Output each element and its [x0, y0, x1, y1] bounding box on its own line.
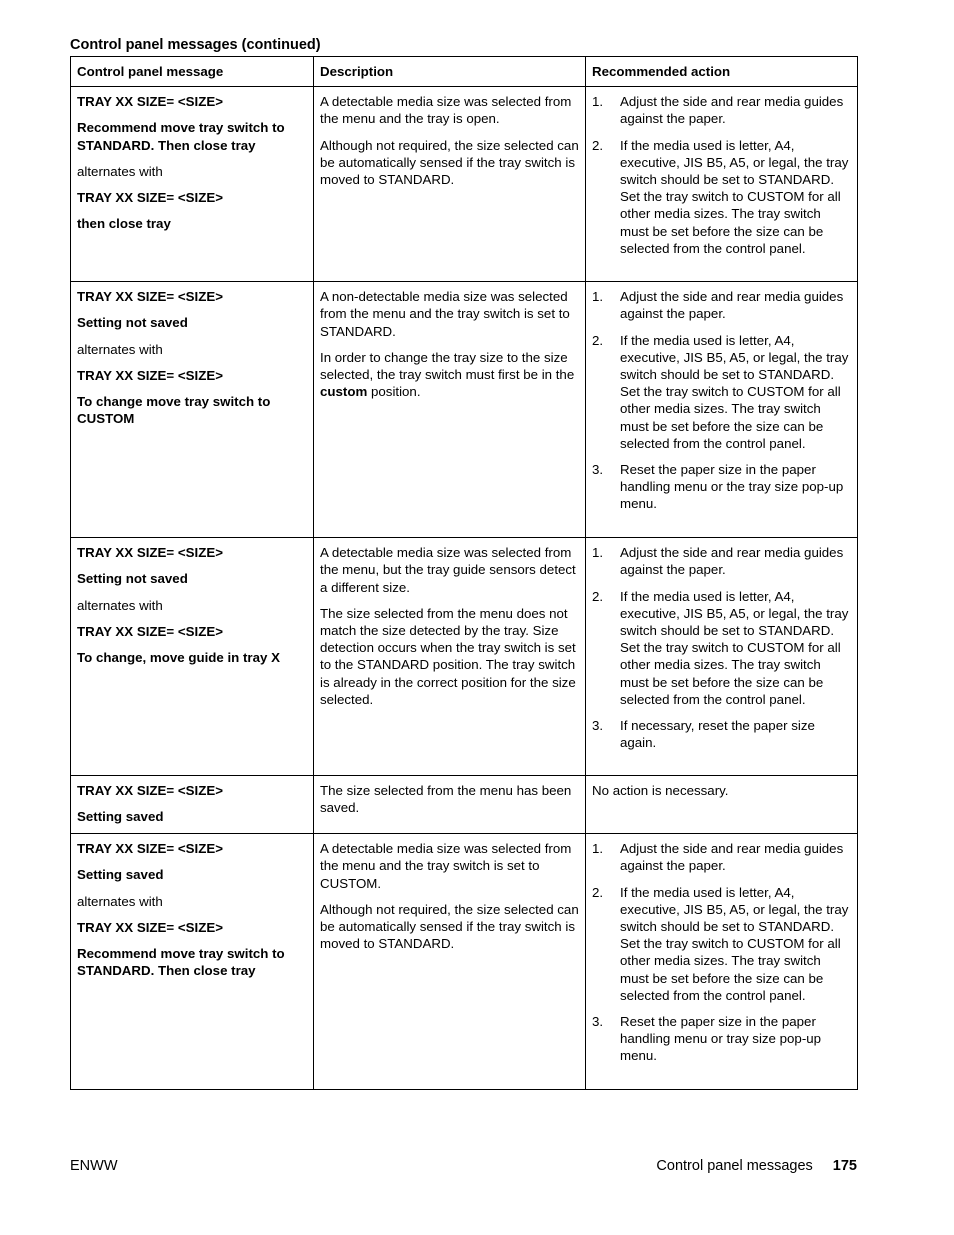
message-line: TRAY XX SIZE= <SIZE>	[77, 367, 223, 383]
action-number: 3.	[592, 1014, 604, 1030]
action-text: Reset the paper size in the paper handling menu or the tray size pop-up menu.	[620, 462, 844, 512]
message-line: alternates with	[77, 893, 163, 909]
table-row	[71, 776, 858, 834]
description-paragraph: A detectable media size was selected from the menu, but the tray guide sensors detect a different size.	[320, 545, 576, 595]
message-cell	[71, 538, 314, 776]
description-paragraph: The size selected from the menu does not match the size detected by the tray. Size detection occurs when the tray switch is set to the STANDARD position. The tray switch is already in the correct position for the size selected.	[320, 605, 576, 707]
message-line: TRAY XX SIZE= <SIZE>	[77, 841, 223, 857]
action-list	[592, 544, 851, 751]
header-control-panel-message: Control panel message	[71, 57, 314, 87]
message-line: alternates with	[77, 341, 163, 357]
action-list	[592, 288, 851, 512]
table-row	[71, 87, 858, 282]
description-cell	[314, 538, 586, 776]
action-text: If the media used is letter, A4, executive, JIS B5, A5, or legal, the tray switch should be set to STANDARD. Set the tray switch to CUSTOM for all other media sizes. The tray switch must be set before the size can be selected from the control panel.	[620, 884, 849, 1003]
message-line: To change, move guide in tray X	[77, 650, 280, 666]
action-item	[592, 840, 851, 874]
header-recommended-action: Recommended action	[586, 57, 858, 87]
message-line: Setting not saved	[77, 315, 188, 331]
message-line: TRAY XX SIZE= <SIZE>	[77, 545, 223, 561]
description-text: position.	[371, 384, 421, 400]
message-cell	[71, 87, 314, 282]
message-line: TRAY XX SIZE= <SIZE>	[77, 289, 223, 305]
message-line: To change move tray switch to CUSTOM	[77, 394, 271, 427]
action-number: 3.	[592, 462, 604, 478]
message-line: TRAY XX SIZE= <SIZE>	[77, 783, 223, 799]
description-cell	[314, 282, 586, 538]
action-number: 2.	[592, 137, 604, 153]
message-cell	[71, 282, 314, 538]
page-number: 175	[832, 1158, 857, 1174]
message-line: Recommend move tray switch to STANDARD. Then close tray	[77, 946, 285, 979]
action-text: Adjust the side and rear media guides against the paper.	[620, 545, 844, 578]
message-cell	[71, 776, 314, 834]
footer-enww: ENWW	[70, 1158, 118, 1174]
action-list	[592, 93, 851, 257]
action-cell	[586, 282, 858, 538]
action-text: If the media used is letter, A4, executive, JIS B5, A5, or legal, the tray switch should be set to STANDARD. Set the tray switch to CUSTOM for all other media sizes. The tray switch must be set before the size can be selected from the control panel.	[620, 332, 849, 451]
message-line: alternates with	[77, 163, 163, 179]
description-cell	[314, 87, 586, 282]
action-text: No action is necessary.	[592, 783, 729, 799]
message-line: TRAY XX SIZE= <SIZE>	[77, 623, 223, 639]
action-item	[592, 461, 851, 513]
table-header-row	[71, 57, 858, 87]
description-paragraph: A non-detectable media size was selected from the menu and the tray switch is set to STANDARD.	[320, 289, 570, 339]
action-cell	[586, 87, 858, 282]
footer-section-title: Control panel messages	[656, 1158, 813, 1174]
message-line: TRAY XX SIZE= <SIZE>	[77, 190, 223, 206]
message-line: TRAY XX SIZE= <SIZE>	[77, 919, 223, 935]
action-cell	[586, 834, 858, 1090]
table-row	[71, 538, 858, 776]
table-row	[71, 834, 858, 1090]
action-number: 3.	[592, 718, 604, 734]
message-line: Setting saved	[77, 809, 164, 825]
action-text: Adjust the side and rear media guides against the paper.	[620, 94, 844, 127]
description-paragraph	[320, 349, 579, 401]
action-text: Reset the paper size in the paper handling menu or tray size pop-up menu.	[620, 1014, 822, 1064]
description-paragraph: A detectable media size was selected from the menu and the tray switch is set to CUSTOM.	[320, 841, 572, 891]
footer-section	[656, 1158, 857, 1174]
action-item	[592, 332, 851, 452]
message-line: then close tray	[77, 216, 171, 232]
action-text: Adjust the side and rear media guides against the paper.	[620, 289, 844, 322]
action-number: 1.	[592, 545, 604, 561]
action-number: 2.	[592, 332, 604, 348]
action-item	[592, 137, 851, 257]
message-line: Setting not saved	[77, 571, 188, 587]
action-cell	[586, 538, 858, 776]
description-text: In order to change the tray size to the size selected, the tray switch must first be in the	[320, 349, 575, 383]
header-description: Description	[314, 57, 586, 87]
description-cell	[314, 776, 586, 834]
action-item	[592, 93, 851, 127]
action-item	[592, 717, 851, 751]
action-number: 1.	[592, 289, 604, 305]
message-line: Recommend move tray switch to STANDARD. Then close tray	[77, 120, 285, 153]
action-item	[592, 544, 851, 578]
action-text: Adjust the side and rear media guides against the paper.	[620, 841, 844, 874]
table-caption: Control panel messages (continued)	[70, 37, 321, 53]
table-row	[71, 282, 858, 538]
description-emphasis: custom	[320, 384, 368, 400]
description-cell	[314, 834, 586, 1090]
message-line: TRAY XX SIZE= <SIZE>	[77, 94, 223, 110]
action-text: If necessary, reset the paper size again.	[620, 718, 815, 751]
description-paragraph: Although not required, the size selected can be automatically sensed if the tray switch is moved to STANDARD.	[320, 137, 579, 188]
message-cell	[71, 834, 314, 1090]
action-item	[592, 884, 851, 1004]
control-panel-messages-table	[70, 56, 858, 1090]
action-item	[592, 288, 851, 322]
action-item	[592, 1013, 851, 1065]
action-number: 2.	[592, 884, 604, 900]
action-list	[592, 840, 851, 1064]
action-number: 2.	[592, 588, 604, 604]
message-line: Setting saved	[77, 867, 164, 883]
action-number: 1.	[592, 94, 604, 110]
action-item	[592, 588, 851, 708]
action-number: 1.	[592, 841, 604, 857]
action-text: If the media used is letter, A4, executive, JIS B5, A5, or legal, the tray switch should be set to STANDARD. Set the tray switch to CUSTOM for all other media sizes. The tray switch must be set before the size can be selected from the control panel.	[620, 137, 849, 256]
description-paragraph: A detectable media size was selected from the menu and the tray is open.	[320, 94, 572, 127]
description-paragraph: Although not required, the size selected can be automatically sensed if the tray switch is moved to STANDARD.	[320, 901, 579, 952]
action-cell	[586, 776, 858, 834]
message-line: alternates with	[77, 597, 163, 613]
action-text: If the media used is letter, A4, executive, JIS B5, A5, or legal, the tray switch should be set to STANDARD. Set the tray switch to CUSTOM for all other media sizes. The tray switch must be set before the size can be selected from the control panel.	[620, 588, 849, 707]
description-paragraph: The size selected from the menu has been saved.	[320, 783, 572, 816]
